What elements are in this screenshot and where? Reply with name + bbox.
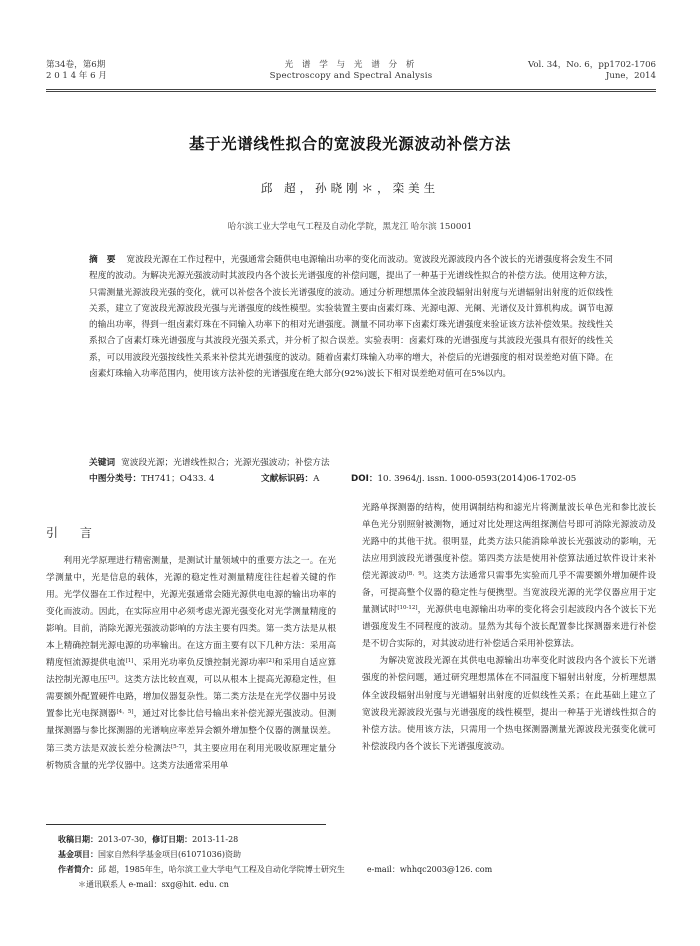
- footnotes: [58, 832, 618, 892]
- paragraph-text: 和采用自适应算法控制光源电压: [46, 658, 337, 686]
- paragraph-text: 。这类方法比较直观，可以从根本上提高光源稳定性，但需要额外配置硬件电路，增加仪器复杂性。第二类方法是在光学仪器中另设置参比光电探测器: [46, 675, 337, 720]
- received-date: 2013-07-30，: [98, 835, 153, 844]
- author-bio: [58, 862, 618, 877]
- publication-month: June，2014: [605, 71, 656, 81]
- header-rule-2: [46, 91, 656, 92]
- citation: [1]: [125, 658, 134, 665]
- section-heading-introduction: 引 言: [46, 526, 101, 540]
- citation: [2]: [266, 658, 275, 665]
- article-title: 基于光谱线性拟合的宽波段光源波动补偿方法: [188, 135, 511, 153]
- header-rule: [46, 89, 656, 90]
- paragraph-text: 光路单探测器的结构，使用调制结构和滤光片将测量波长单色光和参比波长单色光分别照射被测物，通过对比处理这两组探测信号即可消除光源波动及光路中的其他干扰。很明显，此类方法只能消除单波长光强波动的影响，无法应用到波段光谱强度补偿。第四类方法是使用补偿算法通过软件设计来补偿光源波动: [362, 503, 656, 582]
- footnote-rule: [46, 824, 326, 825]
- revised-date: 2013-11-28: [192, 835, 239, 844]
- corresponding-author: ＊通讯联系人 e-mail：sxg@hit. edu. cn: [78, 880, 229, 889]
- revised-label: 修订日期：: [152, 835, 193, 844]
- keywords: [89, 456, 613, 470]
- bio-label: 作者简介：: [58, 865, 98, 874]
- article-authors: 邱 超，孙晓刚＊，栾美生: [260, 181, 440, 195]
- body-column-right: [362, 500, 656, 756]
- received-label: 收稿日期：: [58, 835, 98, 844]
- paragraph-text: 。这类方法通常只需事先实验而几乎不需要额外增加硬件设备，可提高整个仪器的稳定性与便携型。当宽波段光源的光学仪器应用于定量测试时: [362, 571, 657, 616]
- paragraph: 为解决宽波段光源在其供电电源输出功率变化时波段内各个波长下光谱强度的补偿问题，通过研究理想黑体在不同温度下辐射出射度，分析理想黑体全波段辐射出射度与光谱辐射出射度的近似线性关系；在此基础上建立了宽波段光源波段光强与光谱强度的线性模型，提出一种基于光谱线性拟合的补偿方法。使用该方法，只需用一个热电探测器测量光源波段光强变化就可补偿波段内各个波长下光谱强度波动。: [362, 656, 656, 752]
- abstract-label: 摘 要: [89, 255, 119, 265]
- clc-value: TH741；O433. 4: [141, 474, 215, 484]
- citation: [8，9]: [406, 571, 424, 578]
- received-dates: [58, 832, 618, 847]
- volume-pages: Vol. 34，No. 6，pp1702-1706: [527, 60, 656, 70]
- clc-label: 中图分类号：: [89, 474, 142, 484]
- citation: [4，5]: [116, 709, 134, 716]
- doc-value: A: [313, 474, 320, 484]
- abstract-text: 宽波段光源在工作过程中，光强通常会随供电电源输出功率的变化而波动。宽波段光源波段内各个波长的光谱强度将会发生不同程度的波动。为解决光源光强波动时其波段内各个波长光谱强度的补偿问题，提出了一种基于光谱线性拟合的补偿方法。使用这种方法，只需测量光源波段光强的变化，就可以补偿各个波长光谱强度的波动。通过分析理想黑体全波段辐射出射度与光谱辐射出射度的近似线性关系，建立了宽波段光源波段光强与光谱强度的线性模型。实验装置主要由卤素灯珠、光源电源、光阑、光谱仪及计算机构成。调节电源的输出功率，得到一组卤素灯珠在不同输入功率下的相对光谱强度。测量不同功率下卤素灯珠光谱强度来验证该方法补偿效果。按线性关系拟合了卤素灯珠光谱强度与其波段光强关系式，并分析了拟合误差。实验表明：卤素灯珠的光谱强度与其波段光强具有很好的线性关系，可以用波段光强按线性关系来补偿其光谱强度的波动。随着卤素灯珠输入功率的增大，补偿后的光谱强度的相对误差绝对值下降。在卤素灯珠输入功率范围内，使用该方法补偿的光谱强度在绝大部分(92%)波长下相对误差绝对值可在5%以内。: [89, 255, 613, 380]
- keywords-label: 关键词: [89, 458, 116, 468]
- author-email: e-mail：whhqc2003@126. com: [366, 865, 493, 874]
- paragraph: [362, 500, 656, 653]
- doc-label: 文献标识码：: [261, 474, 314, 484]
- clc-number: [89, 472, 215, 486]
- doi-value: 10. 3964/j. issn. 1000-0593(2014)06-1702-05: [377, 474, 577, 484]
- doi-label: DOI：: [351, 474, 378, 484]
- classification-line: [89, 472, 613, 486]
- paragraph-text: ，其主要应用在利用光吸收原理定量分析物质含量的光学仪器中。这类方法通常采用单: [46, 743, 337, 771]
- paragraph-text: 、采用光功率负反馈控制光源功率: [133, 658, 267, 669]
- document-code: [261, 472, 319, 486]
- paragraph-text: ，通过对比参比信号输出来补偿光源光强波动。但测量探测器与参比探测器的光谱响应率差异会额外增加整个仪器的测量误差。第三类方法是双波长差分检测法: [46, 709, 337, 754]
- doi: [351, 472, 576, 486]
- journal-name-cn: 光 谱 学 与 光 谱 分 析: [284, 60, 418, 70]
- citation: [10-12]: [397, 605, 418, 612]
- abstract: [89, 252, 613, 382]
- author-affiliation: 哈尔滨工业大学电气工程及自动化学院，黑龙江 哈尔滨 150001: [227, 222, 473, 232]
- volume-issue: 第34卷，第6期: [46, 60, 106, 70]
- paragraph-text: 利用光学原理进行精密测量，是测试计量领域中的重要方法之一。在光学测量中，光是信息的载体，光源的稳定性对测量精度往往起着关键的作用。光学仪器在工作过程中，光源光强通常会随光源供电电源的输出功率的变化而波动。因此，在实际应用中必须考虑光源光强变化对光学测量精度的影响。目前，消除光源光强波动影响的方法主要有四类。第一类方法是从根本上精确控制光源电源的功率输出。在这方面主要有以下几种方法：采用高精度恒流源提供电流: [46, 556, 336, 669]
- citation: [5-7]: [171, 743, 185, 750]
- journal-name-en: Spectroscopy and Spectral Analysis: [269, 71, 433, 81]
- citation: [3]: [107, 675, 116, 682]
- fund-info: [58, 847, 618, 862]
- running-header: [46, 60, 656, 88]
- bio-text: 邱 超，1985年生，哈尔滨工业大学电气工程及自动化学院博士研究生: [98, 865, 345, 874]
- fund-text: 国家自然科学基金项目(61071036)资助: [98, 850, 241, 859]
- body-column-left: [46, 553, 336, 775]
- paragraph-text: ，光源供电电源输出功率的变化将会引起波段内各个波长下光谱强度发生不同程度的波动。显然为其每个波长配置参比探测器来进行补偿是不切合实际的，对其波动进行补偿适合采用补偿算法。: [362, 605, 657, 650]
- fund-label: 基金项目：: [58, 850, 98, 859]
- issue-date: 2 0 1 4 年 6 月: [46, 71, 107, 81]
- journal-pages-info: [528, 60, 656, 82]
- keywords-text: 宽波段光源；光谱线性拟合；光源光强波动；补偿方法: [121, 458, 330, 468]
- paragraph: [46, 553, 336, 775]
